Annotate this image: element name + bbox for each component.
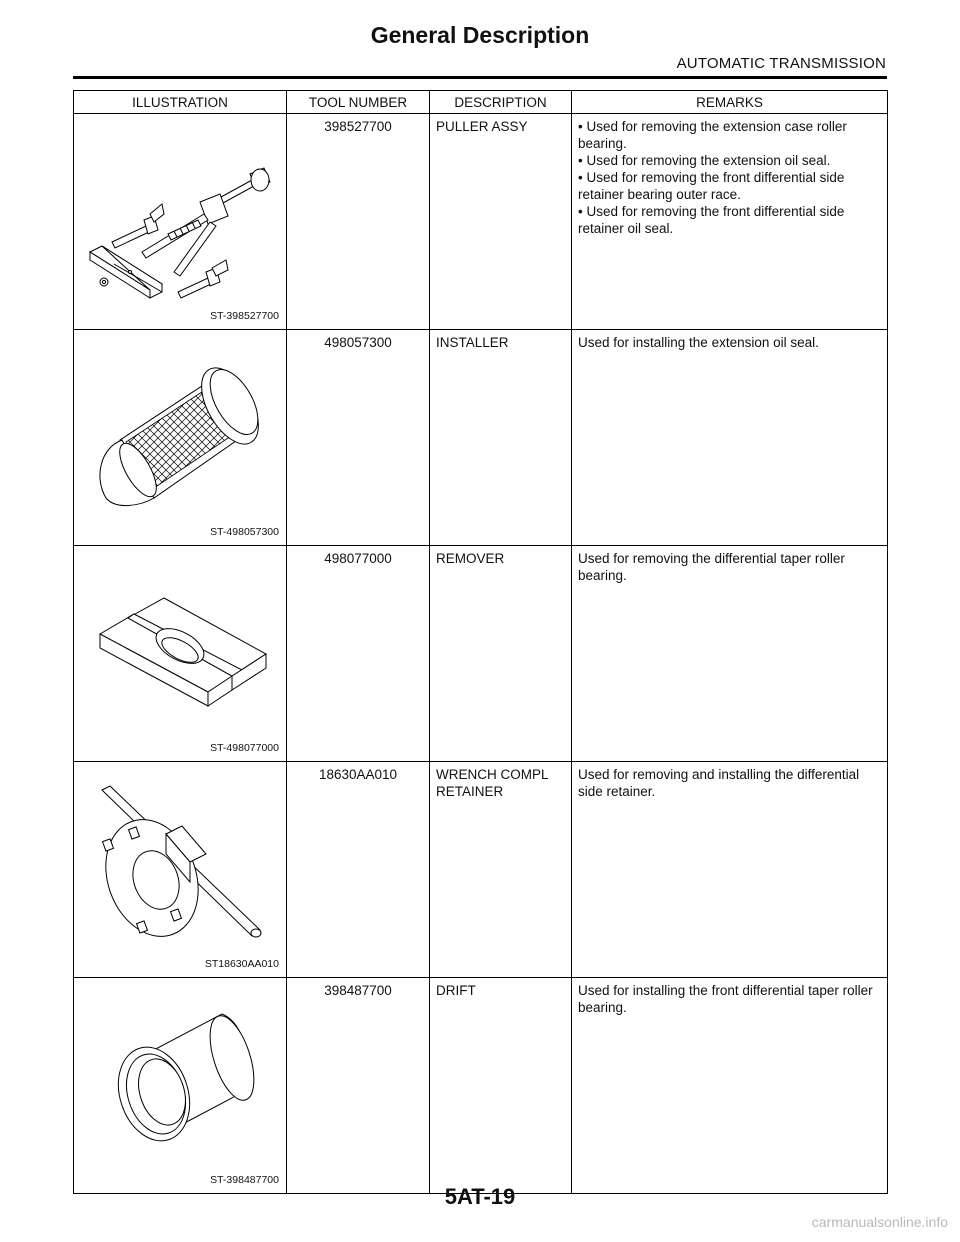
- description-cell: [430, 114, 572, 330]
- illustration-caption: ST-498057300: [210, 526, 279, 538]
- description-cell: [430, 546, 572, 762]
- puller-assy-illustration: [82, 122, 278, 302]
- tool-number-cell: 398487700: [287, 978, 430, 1194]
- table-row: [74, 114, 888, 330]
- page-number: 5AT-19: [444, 1184, 516, 1209]
- illustration-caption: ST18630AA010: [204, 958, 279, 970]
- remarks-cell: [572, 114, 888, 330]
- description-line: REMOVER: [436, 551, 505, 566]
- column-header-description: DESCRIPTION: [430, 91, 572, 114]
- table-row: [74, 546, 888, 762]
- description-cell: [430, 330, 572, 546]
- tool-number-cell: 498057300: [287, 330, 430, 546]
- remark-item: Used for removing and installing the differential side retainer.: [578, 767, 860, 799]
- illustration-caption: ST-398527700: [210, 310, 279, 322]
- illustration-cell: [74, 330, 287, 546]
- description-line: PULLER ASSY: [436, 119, 528, 134]
- illustration-cell: [74, 546, 287, 762]
- remark-item: Used for installing the front differential taper roller bearing.: [578, 983, 873, 1015]
- tool-number-cell: 398527700: [287, 114, 430, 330]
- drift-illustration: [82, 986, 278, 1166]
- description-cell: [430, 762, 572, 978]
- special-tools-table: [73, 90, 888, 1194]
- table-row: [74, 762, 888, 978]
- description-line: INSTALLER: [436, 335, 509, 350]
- description-line: DRIFT: [436, 983, 476, 998]
- remarks-cell: [572, 978, 888, 1194]
- remark-item: Used for installing the extension oil seal.: [578, 335, 819, 350]
- illustration-cell: [74, 114, 287, 330]
- table-row: [74, 978, 888, 1194]
- column-header-remarks: REMARKS: [572, 91, 888, 114]
- remark-item: • Used for removing the front differential side retainer bearing outer race.: [578, 170, 845, 202]
- section-title: AUTOMATIC TRANSMISSION: [676, 55, 886, 72]
- remarks-cell: [572, 546, 888, 762]
- wrench-compl-retainer-illustration: [82, 770, 278, 950]
- description-line: RETAINER: [436, 784, 504, 799]
- header-rule: [73, 76, 887, 79]
- illustration-cell: [74, 978, 287, 1194]
- remarks-cell: [572, 330, 888, 546]
- column-header-tool-number: TOOL NUMBER: [287, 91, 430, 114]
- remover-illustration: [82, 554, 278, 734]
- remark-item: • Used for removing the front differential side retainer oil seal.: [578, 204, 845, 236]
- illustration-caption: ST-398487700: [210, 1174, 279, 1186]
- installer-illustration: [82, 338, 278, 518]
- column-header-illustration: ILLUSTRATION: [74, 91, 287, 114]
- page-title: General Description: [370, 22, 590, 48]
- remark-item: Used for removing the differential taper roller bearing.: [578, 551, 845, 583]
- remarks-cell: [572, 762, 888, 978]
- description-line: WRENCH COMPL: [436, 767, 549, 782]
- remark-item: • Used for removing the extension oil seal.: [578, 153, 831, 168]
- tool-number-cell: 18630AA010: [287, 762, 430, 978]
- tool-number-cell: 498077000: [287, 546, 430, 762]
- description-cell: [430, 978, 572, 1194]
- remark-item: • Used for removing the extension case roller bearing.: [578, 119, 847, 151]
- table-header-row: [74, 91, 888, 114]
- illustration-cell: [74, 762, 287, 978]
- watermark: carmanualsonline.info: [811, 1214, 948, 1230]
- table-row: [74, 330, 888, 546]
- illustration-caption: ST-498077000: [210, 742, 279, 754]
